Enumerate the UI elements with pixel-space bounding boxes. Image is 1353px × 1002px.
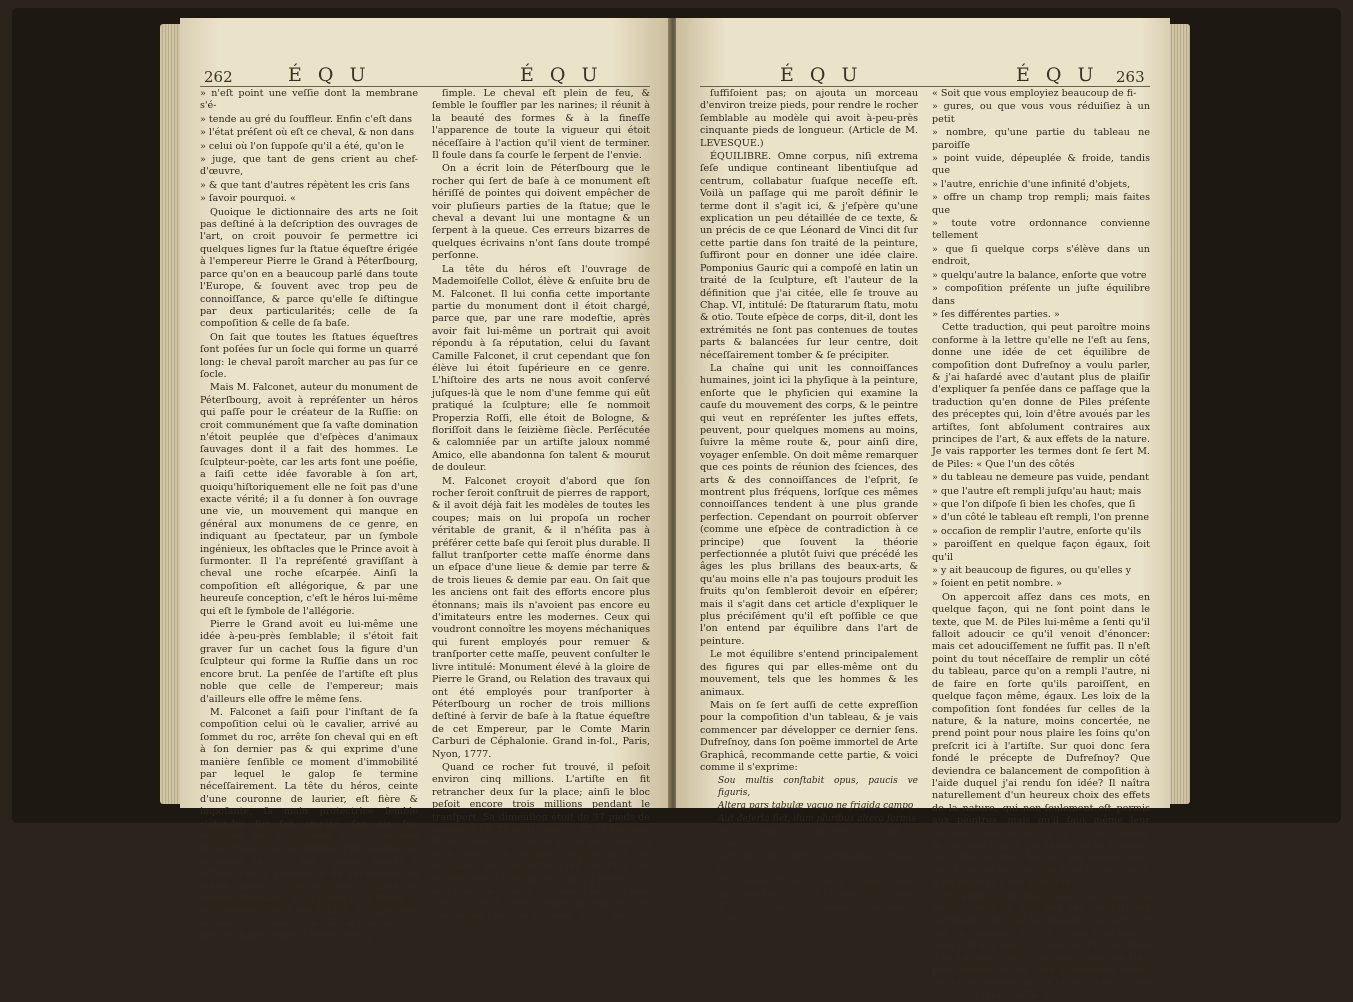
right-page [676, 18, 1170, 1001]
left-column-1 [200, 88, 418, 942]
verse-line: Sou multis conſtabit opus, paucis ve figuris, [718, 776, 918, 799]
paragraph: Cette traduction, qui peut paroître moins conforme à la lettre qu'elle ne l'eſt au ſens, donne une idée de cet équilibre de compoſition dont Dufreſnoy a voulu parler, & j'ai haſardé avec d'autant plus de plaiſir d'expliquer ſa penſée dans ce paſſage que la traduction qu'en donne de Piles préſente des préceptes qui, loin d'être avoués par les artiſtes, ſont abſolument contraires aux principes de l'art, & aux effets de la nature. Je vais rapporter les termes dont ſe ſert M. de Piles: « Que l'un des côtés [932, 322, 1150, 470]
right-page-number: 263 [1116, 68, 1145, 86]
left-column-2 [432, 88, 650, 922]
paragraph: Quand ce rocher fut trouvé, il peſoit environ cinq millions. L'artiſte en fit retrancher deux ſur la place; ainſi le bloc peſoit encore trois millions pendant le tranſport. Sa dimenſion étoit de 37 pieds de longueur ſur 21 de largeur, & 22 de hauteur. M. Falconet lui a laiſſé ſa largeur vers la baſe, mais en la réduiſant juſqu'au haut par un talus qui conduiſoit l'œil au plan ſur lequel poſe le cheval: ce plan n'a qu'environ huit pieds de largeur. Comme il falloit que le cheval gravît une pente acceſſible, les trente-ſept pieds de longueur du roc ne [432, 761, 650, 922]
paragraph: La tête du héros eſt l'ouvrage de Mademoiſelle Collot, élève & enſuite bru de M. Falconet. Il lui confia cette importante partie du monument dont il étoit chargé, parce que, par une rare modeſtie, après avoir fait lui-même un portrait qui avoit répondu à ſa réputation, celui du ſavant Camille Falconet, il crut cependant que ſon élève lui étoit ſupérieure en ce genre. L'hiſtoire des arts ne nous avoit conſervé juſques-là que le nom d'une femme qui eût pratiqué la ſculpture; elle ſe nommoit Properzia Roſſi, elle étoit de Bologne, & floriſſoit dans le ſeizième ſiècle. Perſécutée & calomniée par un artiſte jaloux nommé Amico, elle abandonna ſon talent & mourut de douleur. [432, 263, 650, 474]
right-page-header-2: É Q U [1016, 64, 1099, 86]
paragraph: » toute votre ordonnance convienne tellement [932, 218, 1150, 242]
paragraph: » que l'autre eſt rempli juſqu'au haut; mais [932, 485, 1142, 497]
paragraph: M. Falconet a ſaiſi pour l'inſtant de ſa compoſition celui où le cavalier, arrivé au ſommet du roc, arrête ſon cheval qui en eſt à ſon dernier pas & qui exprime d'une manière ſenſible ce moment d'immobilité par lequel le galop ſe termine néceſſairement. La tête du héros, ceinte d'une couronne de laurier, eſt fière & impoſante, ſa main protectrice ſemble s'étendre ſur ſon empire; ſon air, ſon maintien, ſont majeſtueux, mais n'ont rien de terrible: tous la dignité d'un maître, on reconnoît un père. Son vêtement, ſimple & pittoreſque, a l'avantage de reſſembler en même temps à celui qu'avoient adopté les anciens ſtatuaires de la Grèce & de Rome, & de rappeller celui des Ruſſes. Un manteau doublé de pelleterie détruit artiſtement ce que cet habit pourroit avoir de trop [200, 706, 418, 942]
verse-line: Aut deſerta ſiet, dùm pluribus altera formis [718, 814, 916, 825]
verse-line: Æquiparet, geminas cumulando æqualiter oras. [718, 903, 918, 926]
paragraph: » tende au gré du ſouffleur. Enfin c'eſt dans [200, 113, 413, 125]
left-header-rule [200, 86, 650, 87]
verse-line: Sic aliquid parte ex aliâ conſurgat & ambas [718, 890, 917, 901]
paragraph: » n'eſt point une veſſie dont la membrane s'é- [200, 88, 418, 112]
paragraph: » du tableau ne demeure pas vuide, pendant [932, 472, 1150, 484]
paragraph: On appercoit aſſez dans ces mots, en quelque façon, qui ne ſont point dans le texte, que M. de Piles lui-même a ſenti qu'il falloit adoucir ce qu'il venoit d'énoncer: mais cet adouciſſement ne ſuffit pas. Il n'eſt point du tout néceſſaire de remplir un côté du tableau, parce qu'on a rempli l'autre, ni de faire en ſorte qu'ils paroiſſent, en quelque façon même, égaux. Les loix de la compoſition ſont fondées ſur celles de la nature, & la nature, moins concertée, ne prend point pour nous plaire les ſoins qu'on preſcrit ici à l'artiſte. Sur quoi donc ſera fondé le précepte de Dufreſnoy? Que deviendra ce balancement de compoſition à l'aide duquel j'ai rendu ſon idée? Il naîtra naturellement d'un heureux choix des effets de la nature, qui non-ſeulement eſt permis aux peintres, mais qu'il faut même leur recommander; il naîtra du rapprochement de certains objets que la nature ne préſente pas aſſez éloignés les uns des autres, pour qu'on ne ſoit pas autoriſé à les raſſembler & à les diſpoſer à ſon avantage. [932, 591, 1150, 889]
paragraph: Le mot équilibre s'entend principalement des figures qui par elles-même ont du mouvement, tels que les hommes & les animaux. [700, 649, 918, 698]
paragraph: » l'état préſent où eſt ce cheval, & non dans [200, 127, 415, 139]
paragraph: Mais M. Falconet, auteur du monument de Péterſbourg, avoit à repréſenter un héros qui paſſe pour le créateur de la Ruſſie: on croit communément que ſa vaſte domination n'étoit peuplée que d'eſpèces d'animaux ſauvages dont il a fait des hommes. Le ſculpteur-poète, car les arts font une poéſie, a ſaiſi cette idée favorable à ſon art, quoiqu'hiſtoriquement elle ne ſoit pas d'une exacte vérité; il a ſu donner à ſon ouvrage une vie, un mouvement qui manque en général aux monumens de ce genre, en indiquant au ſpectateur, par un ſymbole ingénieux, les obſtacles que le Prince avoit à ſurmonter. Il l'a repréſenté graviſſant à cheval une roche eſcarpée. Ainſi la compoſition eſt allégorique, & par une heureuſe conception, c'eſt le héros lui-même qui eſt le ſymbole de l'allégorie. [200, 382, 418, 617]
right-page-header-1: É Q U [780, 64, 863, 86]
paragraph: M. Falconet croyoit d'abord que ſon rocher ſeroit conſtruit de pierres de rapport, & il avoit déjà fait les modèles de toutes les coupes; mais on lui propoſa un rocher véritable de granit, & il n'héſita pas à préférer cette baſe qui ſeroit plus durable. Il fallut tranſporter cette maſſe énorme dans un eſpace d'une lieue & demie par terre & de trois lieues & demie par eau. On ſait que les anciens ont fait des efforts encore plus étonnans; mais ils n'avoient pas encore eu d'imitateurs entre les modernes. Ceux qui voudront connoître les moyens méchaniques qui furent employés pour remuer & tranſporter cette maſſe, peuvent conſulter le livre intitulé: Monument élevé à la gloire de Pierre le Grand, ou Relation des travaux qui ont été employés pour tranſporter à Péterſbourg un rocher de trois millions deſtiné à ſervir de baſe à la ſtatue équeſtre de cet Empereur, par le Comte Marin Carburi de Céphalonie. Grand in-fol., Paris, Nyon, 1777. [432, 475, 650, 760]
paragraph: » & que tant d'autres répètent les cris ſans [200, 179, 410, 191]
paragraph: On ſait que toutes les ſtatues équeſtres ſont poſées ſur un ſocle qui forme un quarré long: le cheval paroît marcher au pas ſur ce ſocle. [200, 331, 418, 380]
left-page-edges [160, 24, 182, 804]
paragraph: » ſoient en petit nombre. » [932, 578, 1063, 590]
paragraph: » point vuide, dépeuplée & froide, tandis que [932, 153, 1150, 177]
paragraph: ſimple. Le cheval eſt plein de feu, & ſemble le ſouffler par les narines; il réunit à la beauté des formes & à la fineſſe l'apparence de toute la vigueur qui étoit néceſſaire à l'action qu'il vient de terminer. Il foule dans ſa courſe le ſerpent de l'envie. [432, 88, 650, 162]
left-page-header-2: É Q U [520, 64, 603, 86]
right-header-rule [700, 86, 1150, 87]
paragraph: » que ſi quelque corps s'élève dans un endroit, [932, 243, 1150, 268]
verse-line: Fervida mole ſuâ ſupremam exurgit ad oram. [718, 827, 918, 850]
paragraph: » que l'on diſpoſe ſi bien les choſes, que ſi [932, 499, 1136, 510]
verse-line: Altera pars tabulæ vacuo ne frigida campo [718, 801, 914, 812]
left-page [180, 18, 670, 942]
verse-line: Sed tibi ſic poſitis reſpondeat utraque rebus, [718, 852, 918, 875]
left-page-number: 262 [204, 68, 233, 86]
paragraph: » ſavoir pourquoi. « [200, 193, 296, 205]
paragraph: » celui où l'on ſuppoſe qu'il a été, qu'on le [200, 140, 405, 152]
paragraph: Pierre le Grand avoit eu lui-même une idée à-peu-près ſemblable; il s'étoit fait graver ſur un cachet ſous la figure d'un ſculpteur qui forme la Ruſſie dans un roc encore brut. La penſée de l'artiſte eſt plus noble que celle de l'empereur; mais d'ailleurs elle offre le même ſens. [200, 619, 418, 705]
paragraph: Quoique le dictionnaire des arts ne ſoit pas deſtiné à la deſcription des ouvrages de l'art, on croit pouvoir ſe permettre ici quelques lignes ſur la ſtatue équeſtre érigée à l'empereur Pierre le Grand à Péterſbourg, parce qu'on en a beaucoup parlé dans toute l'Europe, & ſouvent avec trop peu de connoiſſance, & parce qu'elle ſe diſtingue par deux particularités; celle de ſa compoſition & celle de ſa baſe. [200, 206, 418, 330]
verse-line: Ut ſi aliquid ſurſum ſe parte attollat in unâ, [718, 877, 915, 888]
paragraph: » l'autre, enrichie d'une infinité d'objets, [932, 178, 1131, 190]
paragraph: ſuffiſoient pas; on ajouta un morceau d'environ treize pieds, pour rendre le rocher ſemblable au modèle qui avoit à-peu-près cinquante pieds de longueur. (Article de M. LEVESQUE.) [700, 88, 918, 149]
paragraph: » juge, que tant de gens crient au chef-d'œuvre, [200, 154, 418, 178]
paragraph: » compoſition préſente un juſte équilibre dans [932, 283, 1150, 307]
paragraph: « Soit que vous employiez beaucoup de fi- [932, 88, 1137, 99]
paragraph: ÉQUILIBRE. Omne corpus, niſi extrema ſeſe undique contineant libentiuſque ad centrum, collabatur ſuaſque neceſſe eſt. Voilà un paſſage qui me paroît définir le terme dont il s'agit ici, & j'eſpère qu'une explication un peu détaillée de ce texte, & un précis de ce que Léonard de Vinci dit ſur cette partie dans ſon traité de la peinture, ſuffiront pour en donner une idée claire. Pomponius Gauric qui a compoſé en latin un traité de la ſculpture, eſt l'auteur de la définition que j'ai citée, elle ſe trouve au Chap. VI, intitulé: De ſtaturarum ſtatu, motu & otio. Toute eſpèce de corps, dit-il, dont les extrémités ne ſont pas contenues de toutes parts & balancées ſur leur centre, doit néceſſairement tomber & ſe précipiter. [700, 151, 918, 361]
right-column-2 [932, 88, 1150, 1001]
paragraph: » offre un champ trop rempli; mais faites que [932, 192, 1150, 216]
right-column-1 [700, 88, 918, 926]
paragraph: » gures, ou que vous vous réduiſiez à un petit [932, 101, 1150, 125]
paragraph: » ſes différentes parties. » [932, 308, 1060, 320]
left-page-header-1: É Q U [288, 64, 371, 86]
paragraph: » d'un côté le tableau eſt rempli, l'on prenne [932, 512, 1150, 524]
right-page-edges [1168, 24, 1190, 804]
paragraph: Mais on ſe ſert auſſi de cette expreſſion pour la compoſition d'un tableau, & je vais commencer par développer ce dernier ſens. Dufreſnoy, dans ſon poëme immortel de Arte Graphicâ, recommande cette partie, & voici comme il s'exprime: [700, 699, 918, 773]
paragraph: » quelqu'autre la balance, enſorte que votre [932, 269, 1147, 281]
paragraph: » occaſion de remplir l'autre, enſorte qu'ils [932, 525, 1142, 537]
paragraph: On a écrit loin de Péterſbourg que le rocher qui ſert de baſe à ce monument eſt hériſſé de pointes qui doivent empêcher de voir pluſieurs parties de la ſtatue; que le cheval a devant lui une montagne & un ſerpent à la queue. Ces erreurs bizarres de quelques écrivains n'ont ſans doute trompé perſonne. [432, 163, 650, 262]
paragraph: » paroiſſent en quelque façon égaux, ſoit qu'il [932, 539, 1150, 563]
paragraph: » y ait beaucoup de figures, ou qu'elles y [932, 565, 1132, 577]
paragraph: » nombre, qu'une partie du tableau ne paroiſſe [932, 127, 1150, 151]
paragraph: En effet il eſt aſſez rare que, dans un endroit enrichi, ſoit par les productions naturelles, ſoit par les beautés de l'art, ſoit par un concours d'êtres vivans, il ſe trouve dans l'eſpace que l'on peut choiſir pour faire d'un tableau (c'eſt-à-dire dans celui que l'œil peut embraſſer) un côté abſolument dénué de toute eſpèce de richeſſes, tandis que l'autre en ſera comblé. La [932, 890, 1150, 1001]
paragraph: La chaîne qui unit les connoiſſances humaines, joint ici la phyſique à la peinture, enſorte que le phyſicien qui examine la cauſe du mouvement des corps, & le peintre qui veut en repréſenter les juſtes effets, peuvent, pour quelques momens au moins, ſuivre la même route &, pour ainſi dire, voyager enſemble. On doit même remarquer que ces points de réunion des ſciences, des arts & des connoiſſances de l'eſprit, ſe montrent plus fréquens, lorſque ces mêmes connoiſſances tendent à une plus grande perfection. Cependant on pourroit obſerver (comme une eſpèce de contradiction à ce principe) que ſouvent la théorie perfectionnée a plutôt ſuivi que précédé les âges les plus brillans des beaux-arts, & qu'au moins elle n'a pas toujours produit les fruits qu'on ſembleroit devoir en eſpérer; mais il s'agit dans cet article d'expliquer le plus préciſément qu'il eſt poſſible ce que l'on entend par équilibre dans l'art de peinture. [700, 362, 918, 647]
